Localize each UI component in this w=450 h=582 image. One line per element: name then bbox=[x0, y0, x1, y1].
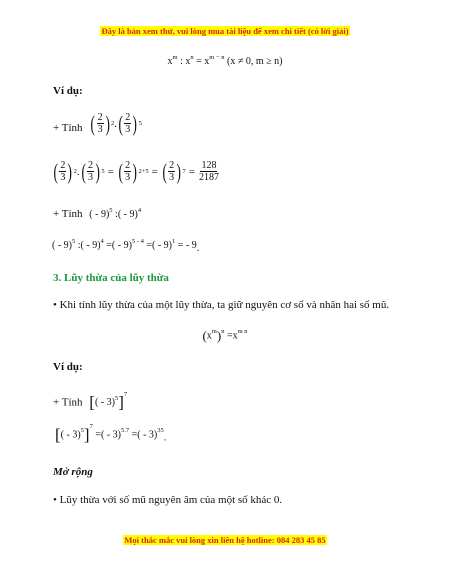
extension-title: Mở rộng bbox=[53, 466, 93, 478]
preview-banner-text: Đây là bản xem thử, vui lòng mua tài liệu để xem chi tiết (có lời giải) bbox=[101, 26, 349, 36]
example-3-solution: [( - 3)$^5$]$^7$ =( - 3)$^{5.7}$ =( - 3)$^{35}$. bbox=[55, 423, 167, 444]
power-of-power-formula: $(x^m)^n =x^{m n}$ bbox=[202, 328, 248, 343]
hotline-text: Mọi thắc mắc vui lòng xin liên hệ hotline: 084 283 45 85 bbox=[124, 535, 326, 545]
hotline-footer bbox=[0, 535, 450, 545]
negative-exponent-text: • Lũy thừa với số mũ nguyên âm của một số khác 0. bbox=[53, 494, 283, 506]
example-2-solution: ( - 9)$^5$ :( - 9)$^4$ =( - 9)$^{5 - 4}$ =( - 9)$^1$ = - 9. bbox=[52, 237, 200, 254]
example-3-prompt: + Tính [( - 3)$^5$]$^7$ bbox=[53, 391, 128, 412]
division-formula: $x^m$ : $x^n = x^{m - n}$ (x ≠ 0, m ≥ n) bbox=[167, 53, 283, 67]
example-label: Ví dụ: bbox=[53, 85, 83, 97]
rule-text: • Khi tính lũy thừa của một lũy thừa, ta giữ nguyên cơ số và nhân hai số mũ. bbox=[53, 299, 390, 311]
example-1-solution: ( $\frac{2}{3}$ ) 2 . ( $\frac{2}{3}$ ) 5 = ( $\frac{2}{3}$ ) 2+5 = ( $\frac{2}{3}$ ) 7 = $\frac{128}{2187}$ bbox=[53, 158, 219, 184]
section-title: 3. Lũy thừa của lũy thừa bbox=[53, 272, 169, 284]
example-1-prompt: + Tính ( $\frac{2}{3}$ ) 2 . ( $\frac{2}{3}$ ) 5 bbox=[53, 110, 142, 136]
example-2-prompt: + Tính ( - 9)$^5$ :( - 9)$^4$ bbox=[53, 206, 142, 220]
preview-banner bbox=[0, 26, 450, 36]
example-label: Ví dụ: bbox=[53, 361, 83, 373]
